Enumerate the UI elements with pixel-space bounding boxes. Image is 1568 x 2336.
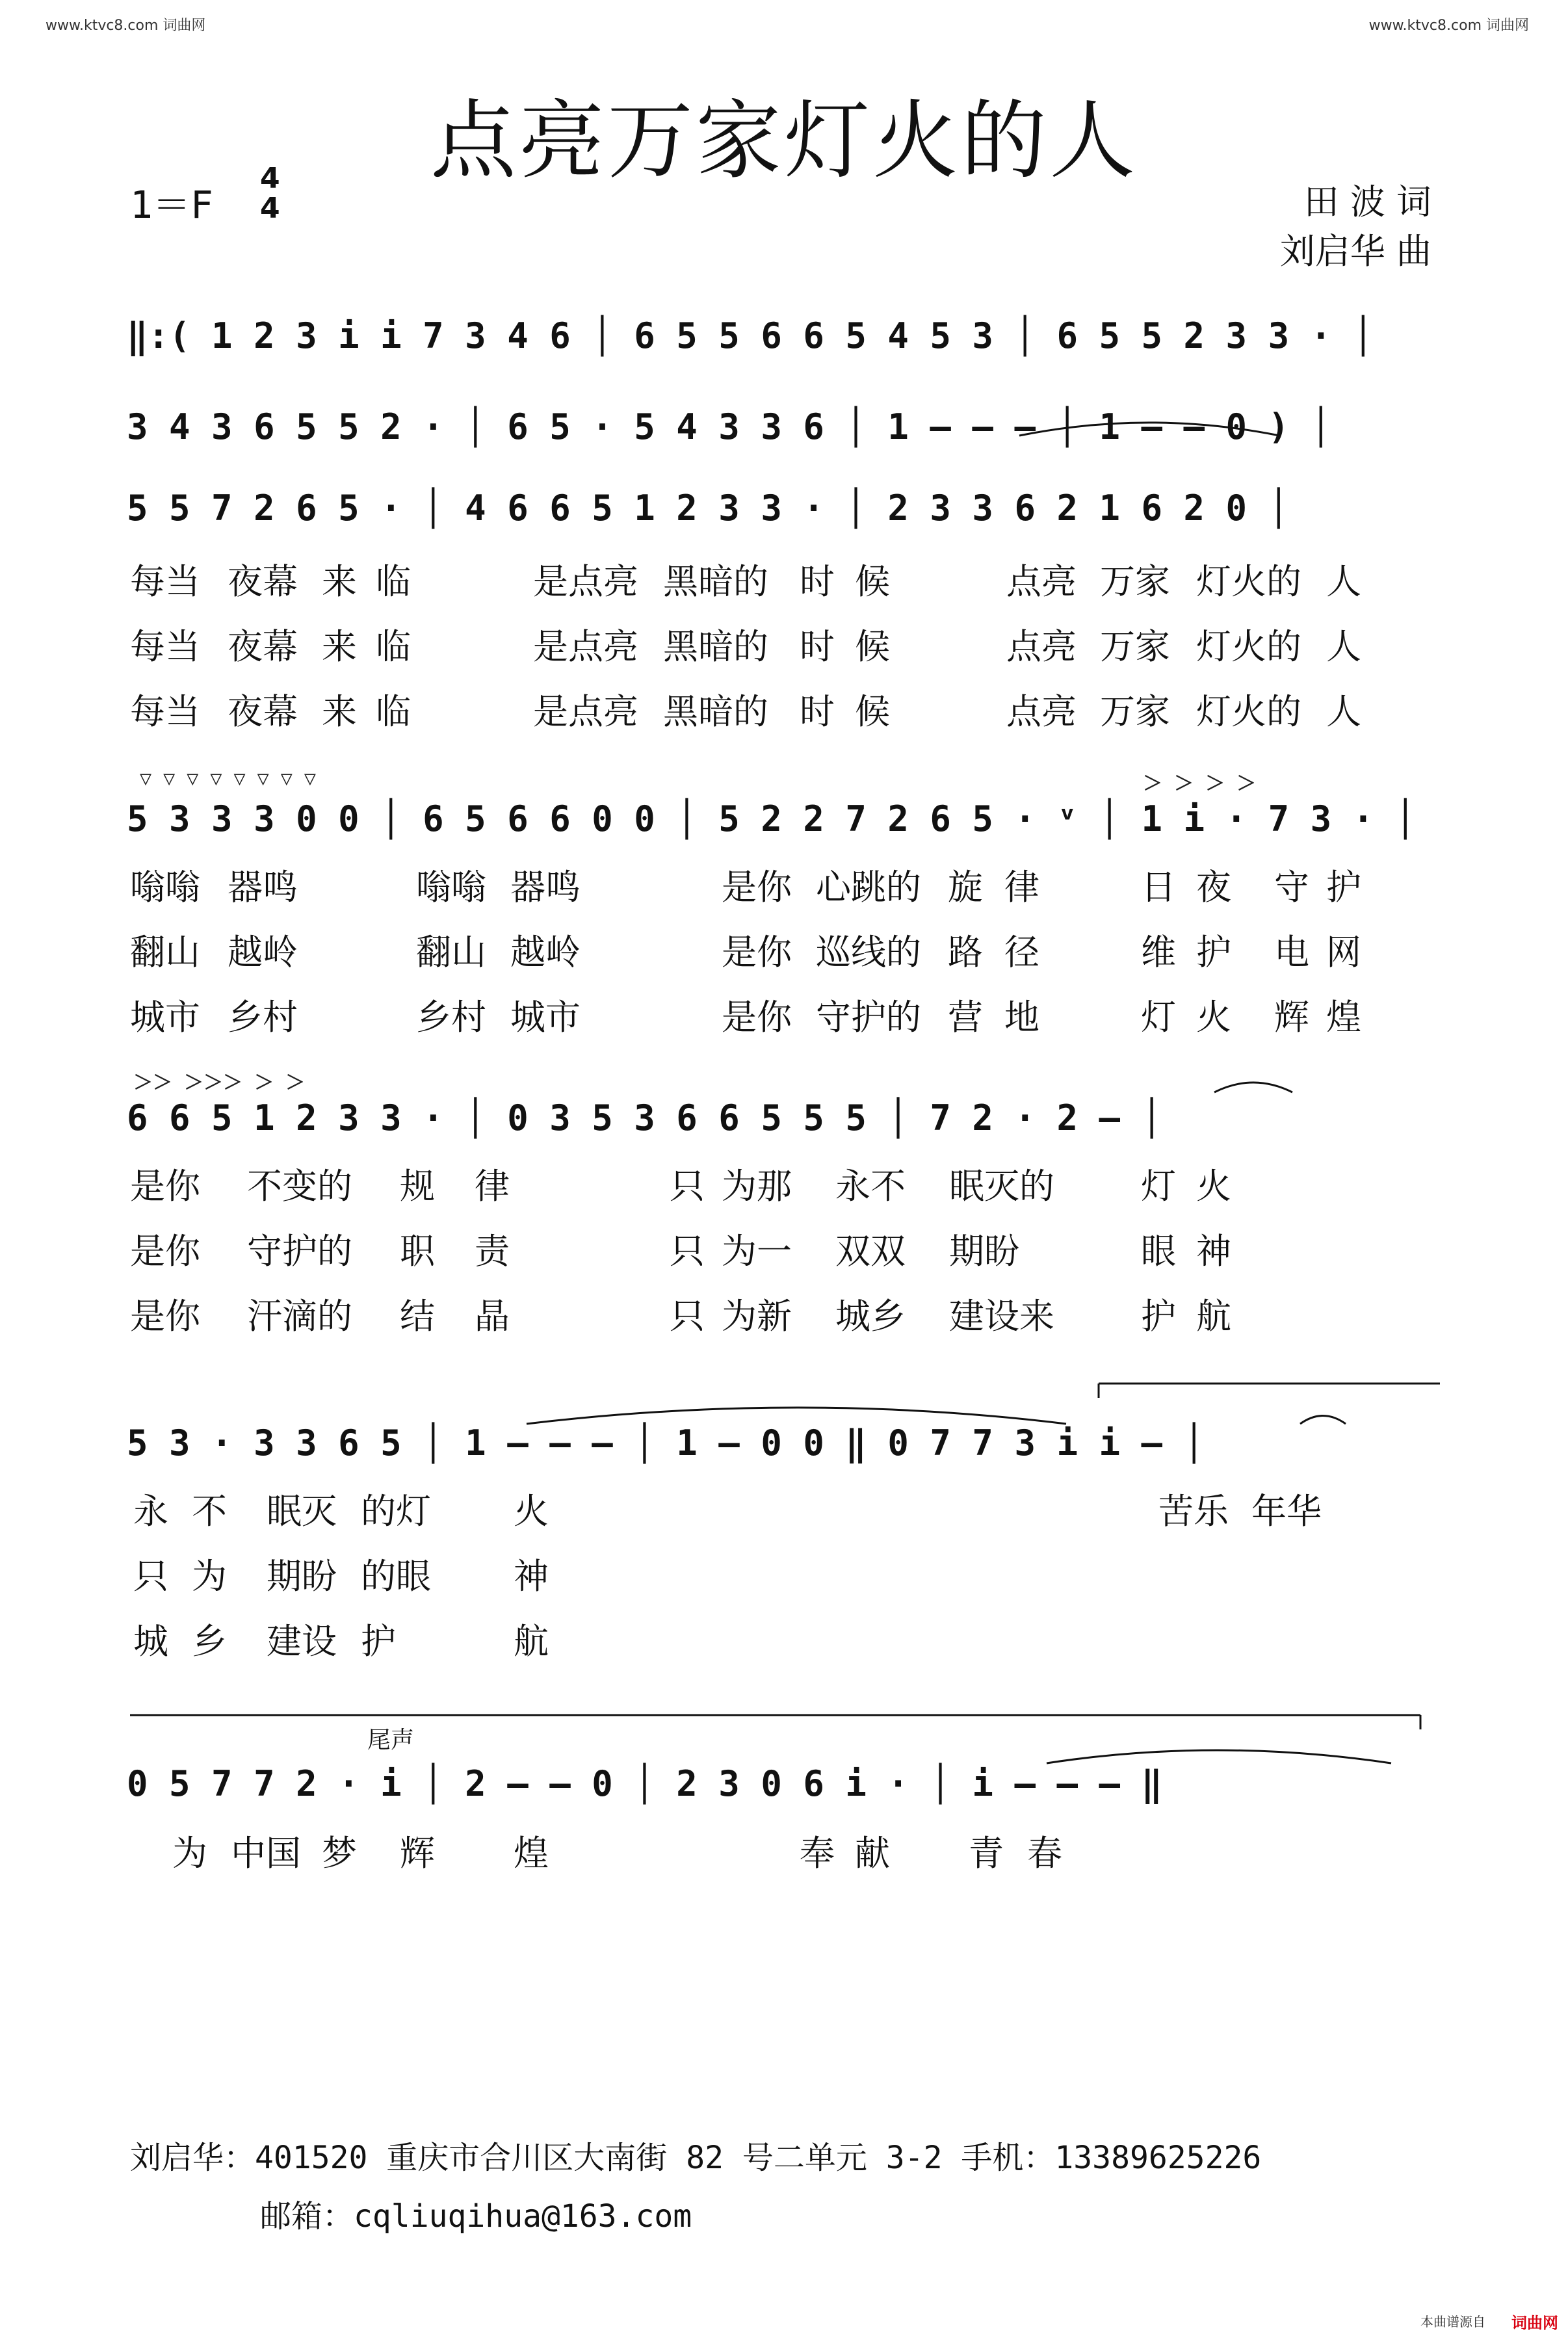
s1v1-w6: 时 [800, 561, 835, 602]
s4v1-w5: 苦乐 [1158, 1491, 1229, 1532]
s1v1-w10: 灯火的 [1196, 561, 1301, 602]
slur-s4-end [1300, 1416, 1346, 1424]
s2v2-w2: 翻山 [416, 932, 486, 973]
key-signature: 1＝F [130, 183, 213, 227]
s2v1-w7: 律 [1004, 867, 1039, 908]
s1v2-w11: 人 [1326, 626, 1361, 667]
s5-w7: 青 [969, 1833, 1004, 1874]
s2v3-w2: 乡村 [416, 997, 486, 1038]
lyricist-credit: 田 波 词 [1303, 181, 1431, 222]
s3v2-w3: 责 [475, 1231, 510, 1272]
s3v3-w0: 是你 [130, 1296, 200, 1337]
s1v2-w4: 是点亮 [533, 626, 638, 667]
s4v2-w4: 神 [514, 1556, 549, 1597]
s3v1-w4: 只 [670, 1166, 705, 1207]
s1v2-w2: 来 [322, 626, 357, 667]
accent-marks-s2: ＞ ＞ ＞ ＞ [1143, 772, 1257, 795]
s1v3-w10: 灯火的 [1196, 691, 1301, 732]
s1v3-w9: 万家 [1100, 691, 1170, 732]
coda-label: 尾声 [367, 1727, 415, 1753]
s2v2-w5: 巡线的 [816, 932, 921, 973]
s2v1-w11: 护 [1326, 867, 1361, 908]
s1v3-w2: 来 [322, 691, 357, 732]
s4v2-w1: 为 [192, 1556, 227, 1597]
s2v1-w4: 是你 [722, 867, 792, 908]
s2v3-w4: 是你 [722, 997, 792, 1038]
s1v2-w9: 万家 [1100, 626, 1170, 667]
s2v3-w11: 煌 [1326, 997, 1361, 1038]
system3-notes: 6 6 5 1 2 3 3 · │ 0 3 5 3 6 6 5 5 5 │ 7 2 · 2 – │ [127, 1097, 1163, 1138]
s3v2-w1: 守护的 [247, 1231, 352, 1272]
s1v2-w10: 灯火的 [1196, 626, 1301, 667]
s2v2-w4: 是你 [722, 932, 792, 973]
slur-s5 [1047, 1750, 1391, 1763]
s1v2-w6: 时 [800, 626, 835, 667]
s1v3-w4: 是点亮 [533, 691, 638, 732]
s1v3-w11: 人 [1326, 691, 1361, 732]
s2v3-w3: 城市 [510, 997, 581, 1038]
s3v2-w9: 神 [1196, 1231, 1231, 1272]
s4v1-w3: 的灯 [361, 1491, 431, 1532]
s1v2-w1: 夜幕 [228, 626, 298, 667]
s5-w6: 献 [855, 1833, 890, 1874]
s4v1-w2: 眠灭 [267, 1491, 337, 1532]
s1v1-w5: 黑暗的 [663, 561, 768, 602]
s2v2-w8: 维 [1141, 932, 1176, 973]
s1v1-w9: 万家 [1100, 561, 1170, 602]
s1v2-w3: 临 [376, 626, 411, 667]
s1v1-w0: 每当 [130, 561, 200, 602]
s2v1-w5: 心跳的 [816, 867, 921, 908]
slur-s4 [527, 1408, 1066, 1424]
s2v1-w8: 日 [1141, 867, 1176, 908]
s3v1-w5: 为那 [722, 1166, 792, 1207]
s4v3-w3: 护 [361, 1621, 396, 1662]
s3v3-w5: 为新 [722, 1296, 792, 1337]
s2v2-w6: 路 [948, 932, 983, 973]
s3v2-w6: 双双 [835, 1231, 906, 1272]
s5-w3: 辉 [400, 1833, 435, 1874]
system2-notes: 5 3 3 3 0 0 │ 6 5 6 6 0 0 │ 5 2 2 7 2 6 5 · ᵛ │ 1 i · 7 3 · │ [127, 798, 1417, 839]
s3v1-w9: 火 [1196, 1166, 1231, 1207]
breath-marks: ▽ ▽ ▽ ▽ ▽ ▽ ▽ ▽ [140, 767, 316, 790]
s3v3-w1: 汗滴的 [247, 1296, 352, 1337]
s3v1-w8: 灯 [1141, 1166, 1176, 1207]
s2v3-w1: 乡村 [228, 997, 298, 1038]
s3v1-w7: 眠灭的 [949, 1166, 1054, 1207]
s1v1-w8: 点亮 [1006, 561, 1077, 602]
s1v1-w11: 人 [1326, 561, 1361, 602]
s1v3-w1: 夜幕 [228, 691, 298, 732]
source-badge-brand: 词曲网 [1511, 2314, 1558, 2332]
s4v1-w1: 不 [192, 1491, 227, 1532]
s1v3-w6: 时 [800, 691, 835, 732]
s1v1-w2: 来 [322, 561, 357, 602]
s2v3-w8: 灯 [1141, 997, 1176, 1038]
s1v1-w7: 候 [855, 561, 890, 602]
s1v2-w5: 黑暗的 [663, 626, 768, 667]
s2v2-w7: 径 [1004, 932, 1039, 973]
intro-line-1: ‖:( 1 2 3 i i 7 3 4 6 │ 6 5 5 6 6 5 4 5 3 │ 6 5 5 2 3 3 · │ [127, 315, 1374, 356]
s2v3-w6: 营 [948, 997, 983, 1038]
accent-marks-s3: ＞＞ ＞＞＞ ＞ ＞ [133, 1071, 306, 1094]
s5-w4: 煌 [514, 1833, 549, 1874]
s2v1-w0: 嗡嗡 [130, 867, 200, 908]
s2v3-w10: 辉 [1274, 997, 1309, 1038]
system4-notes: 5 3 · 3 3 6 5 │ 1 – – – │ 1 – 0 0 ‖ 0 7 7 3 i i – │ [127, 1423, 1205, 1463]
s2v1-w6: 旋 [948, 867, 983, 908]
contact-line: 刘启华：401520 重庆市合川区大南街 82 号二单元 3-2 手机：13389625226 [130, 2140, 1262, 2176]
s2v1-w1: 器鸣 [228, 867, 298, 908]
s2v1-w2: 嗡嗡 [416, 867, 486, 908]
s4v3-w1: 乡 [192, 1621, 227, 1662]
s1v3-w8: 点亮 [1006, 691, 1077, 732]
slur-s3 [1214, 1083, 1292, 1092]
composer-credit: 刘启华 曲 [1279, 231, 1431, 272]
s4v1-w4: 火 [514, 1491, 549, 1532]
s4v2-w3: 的眼 [361, 1556, 431, 1597]
s3v2-w5: 为一 [722, 1231, 792, 1272]
s2v2-w10: 电 [1274, 932, 1309, 973]
s2v3-w7: 地 [1004, 997, 1039, 1038]
s5-w8: 春 [1027, 1833, 1062, 1874]
s3v1-w2: 规 [400, 1166, 435, 1207]
s1v1-w3: 临 [376, 561, 411, 602]
s2v2-w3: 越岭 [510, 932, 581, 973]
s4v2-w2: 期盼 [267, 1556, 337, 1597]
s3v1-w3: 律 [475, 1166, 510, 1207]
s3v3-w4: 只 [670, 1296, 705, 1337]
s3v3-w2: 结 [400, 1296, 435, 1337]
s4v3-w0: 城 [133, 1621, 168, 1662]
s1v3-w5: 黑暗的 [663, 691, 768, 732]
source-badge-text: 本曲谱源自 [1420, 2314, 1485, 2329]
s2v1-w9: 夜 [1196, 867, 1231, 908]
s1v1-w4: 是点亮 [533, 561, 638, 602]
s1v2-w0: 每当 [130, 626, 200, 667]
s4v3-w4: 航 [514, 1621, 549, 1662]
s3v2-w7: 期盼 [949, 1231, 1019, 1272]
system1-notes: 5 5 7 2 6 5 · │ 4 6 6 5 1 2 3 3 · │ 2 3 3 6 2 1 6 2 0 │ [127, 488, 1290, 529]
s3v3-w3: 晶 [475, 1296, 510, 1337]
s2v3-w9: 火 [1196, 997, 1231, 1038]
s5-w0: 为 [172, 1833, 207, 1874]
s1v2-w8: 点亮 [1006, 626, 1077, 667]
s4v3-w2: 建设 [267, 1621, 337, 1662]
s3v1-w6: 永不 [835, 1166, 906, 1207]
site-watermark-left: www.ktvc8.com 词曲网 [46, 18, 206, 34]
s2v1-w3: 器鸣 [510, 867, 581, 908]
s4v2-w0: 只 [133, 1556, 168, 1597]
system5-notes: 0 5 7 7 2 · i │ 2 – – 0 │ 2 3 0 6 i · │ i – – – ‖ [127, 1763, 1163, 1804]
s4v1-w6: 年华 [1251, 1491, 1322, 1532]
intro-line-2: 3 4 3 6 5 5 2 · │ 6 5 · 5 4 3 3 6 │ 1 – – – │ 1 – – 0 ) │ [127, 406, 1332, 447]
s3v2-w2: 职 [400, 1231, 435, 1272]
s2v2-w0: 翻山 [130, 932, 200, 973]
s2v3-w5: 守护的 [816, 997, 921, 1038]
s1v2-w7: 候 [855, 626, 890, 667]
s3v1-w0: 是你 [130, 1166, 200, 1207]
s1v3-w0: 每当 [130, 691, 200, 732]
song-title: 点亮万家灯火的人 [430, 91, 1138, 191]
s3v3-w6: 城乡 [835, 1296, 906, 1337]
s5-w1: 中国 [231, 1833, 301, 1874]
s3v2-w8: 眼 [1141, 1231, 1176, 1272]
site-watermark-right: www.ktvc8.com 词曲网 [1368, 18, 1529, 34]
s3v1-w1: 不变的 [247, 1166, 352, 1207]
s5-w5: 奉 [800, 1833, 835, 1874]
slur-intro [1019, 423, 1279, 436]
s2v1-w10: 守 [1274, 867, 1309, 908]
s2v3-w0: 城市 [130, 997, 200, 1038]
s3v3-w7: 建设来 [949, 1296, 1054, 1337]
s1v3-w3: 临 [376, 691, 411, 732]
s5-w2: 梦 [322, 1833, 357, 1874]
s1v1-w1: 夜幕 [228, 561, 298, 602]
email-line: 邮箱：cqliuqihua@163.com [260, 2198, 692, 2235]
s1v3-w7: 候 [855, 691, 890, 732]
s2v2-w1: 越岭 [228, 932, 298, 973]
s3v2-w0: 是你 [130, 1231, 200, 1272]
s3v3-w8: 护 [1141, 1296, 1176, 1337]
s4v1-w0: 永 [133, 1491, 168, 1532]
meter-bottom: 4 [260, 192, 280, 225]
s3v2-w4: 只 [670, 1231, 705, 1272]
meter-top: 4 [260, 162, 280, 195]
s2v2-w9: 护 [1196, 932, 1231, 973]
s2v2-w11: 网 [1326, 932, 1361, 973]
s3v3-w9: 航 [1196, 1296, 1231, 1337]
